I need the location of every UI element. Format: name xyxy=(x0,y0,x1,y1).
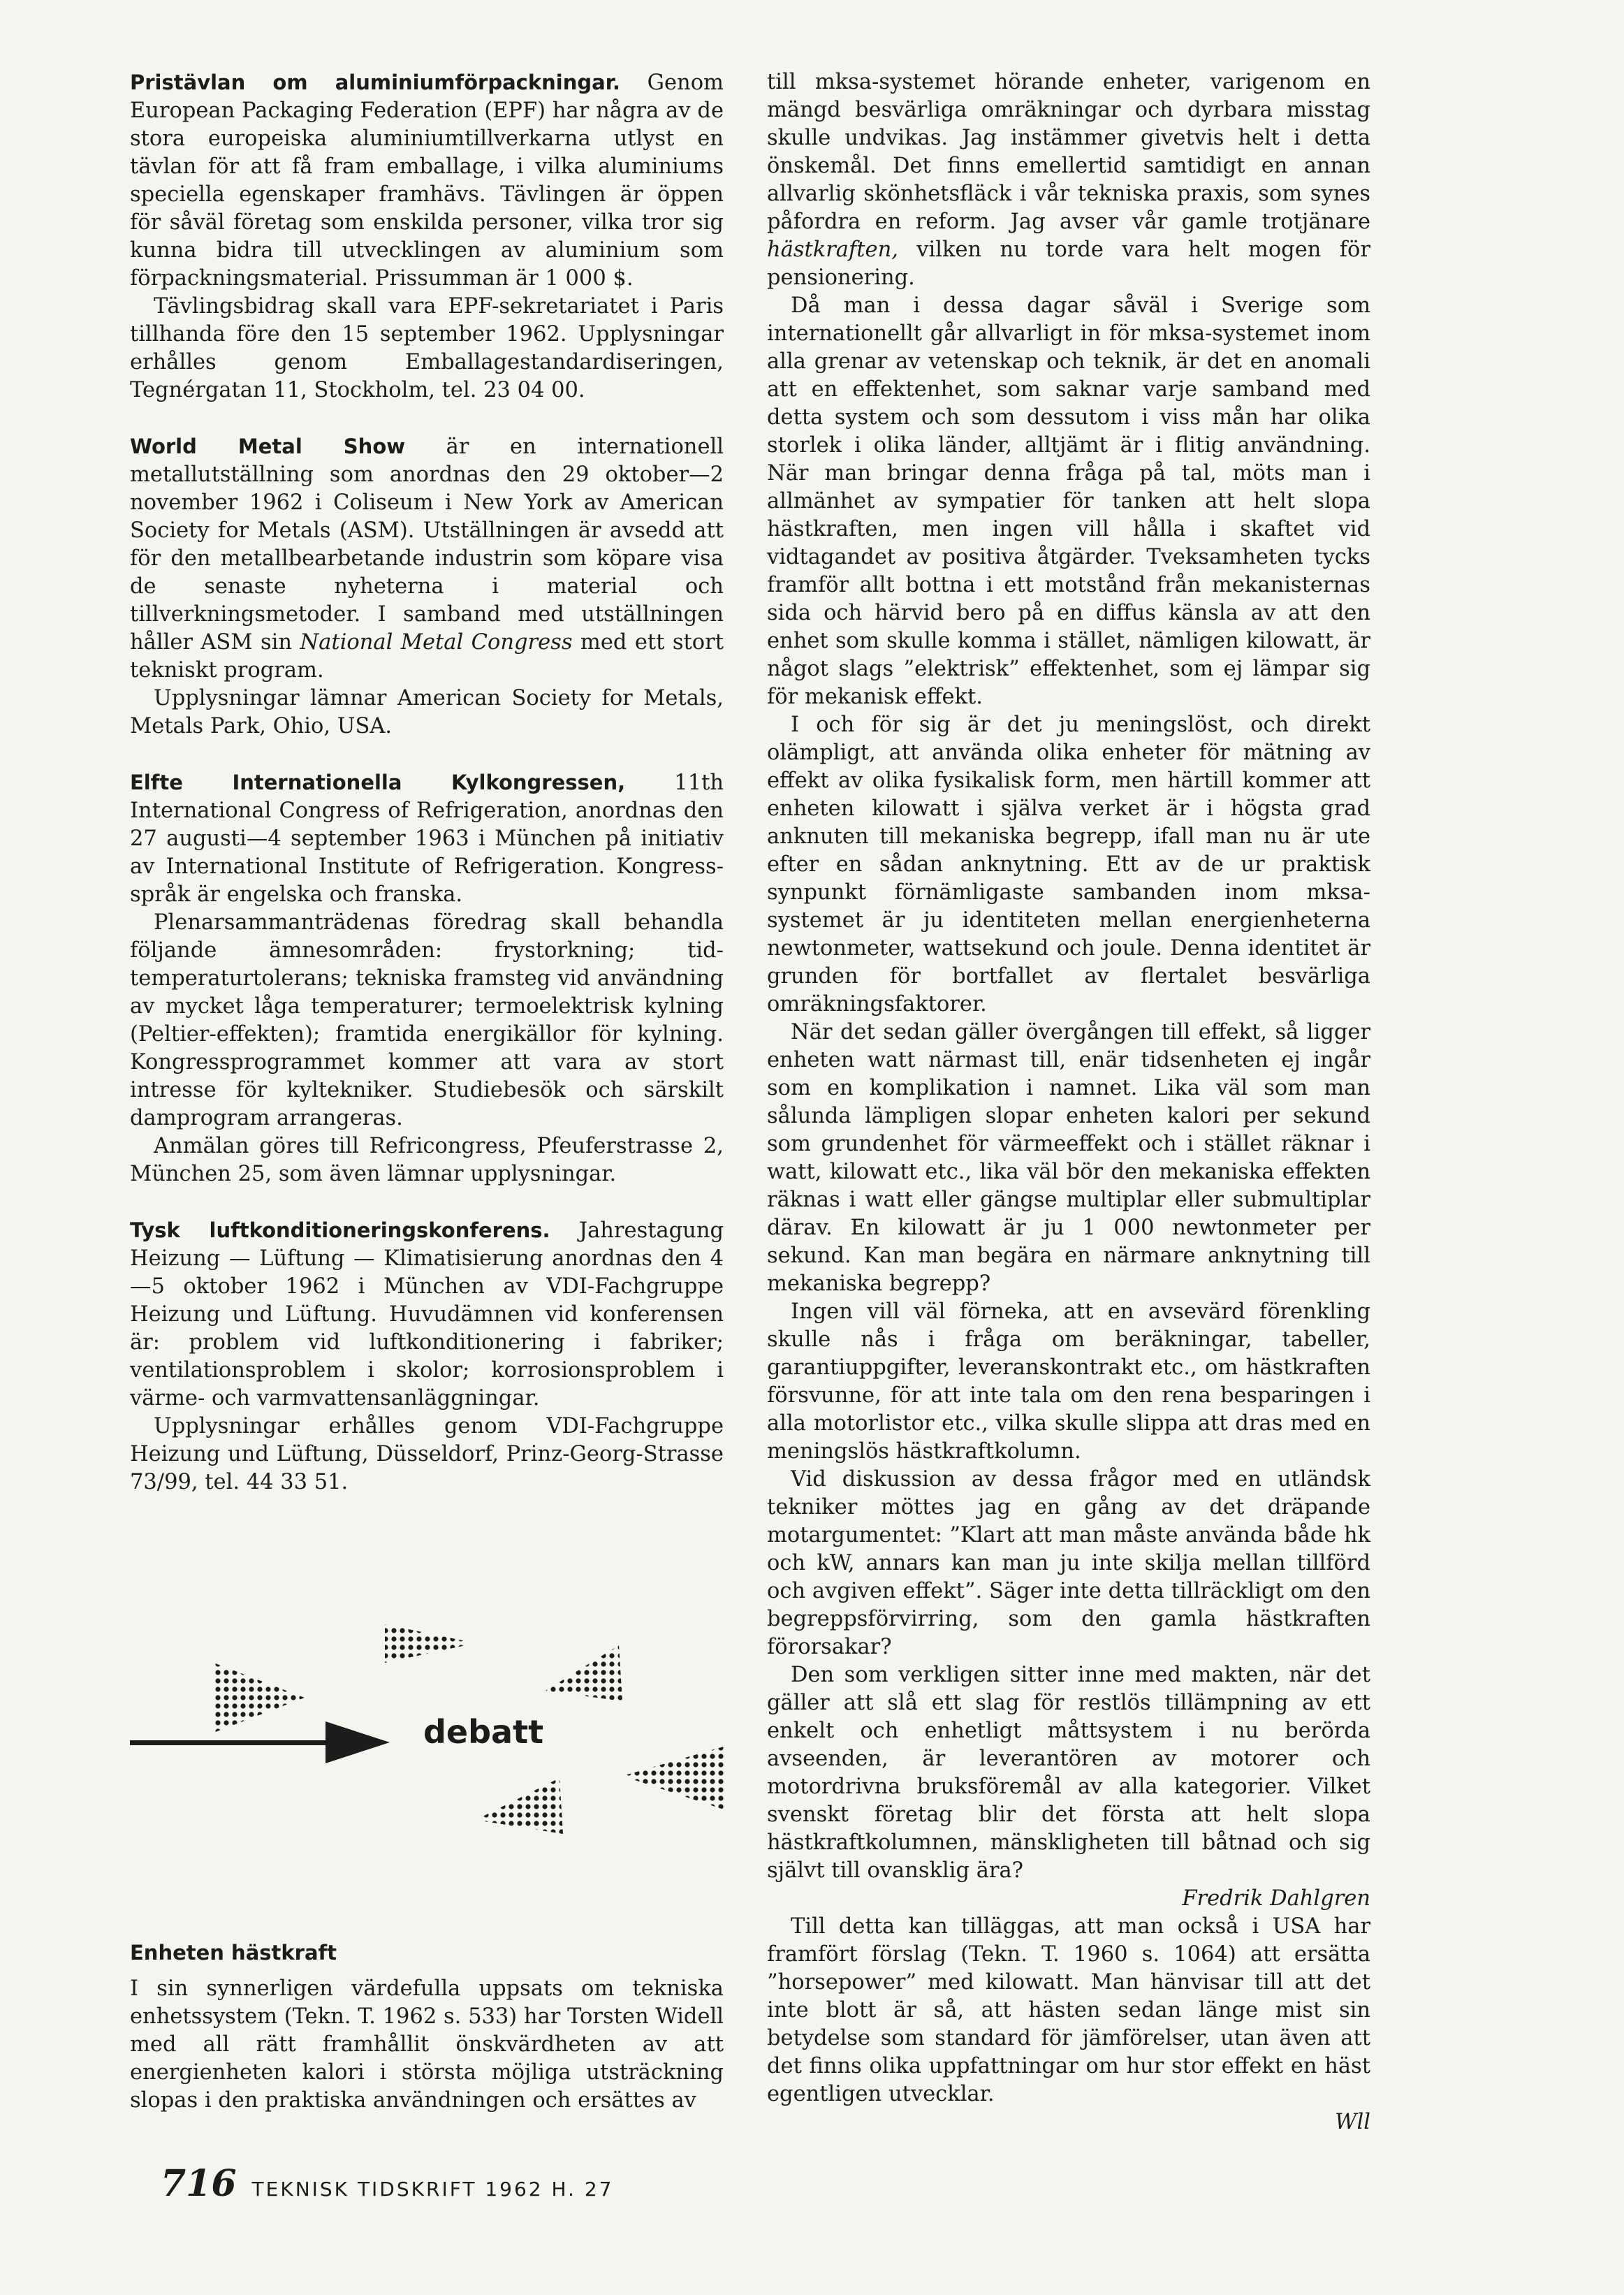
news-heading: World Metal Show xyxy=(130,435,406,458)
article-paragraph: Då man i dessa dagar såväl i Sverige som internationellt går allvarligt in för mksa-systemet inom alla grenar av vetenskap och teknik, är det en anomali att en effektenhet, som saknar varje samband med detta system och som dessutom i viss mån har olika storlek i olika länder, alltjämt är i flitig användning. När man bringar denna fråga på tal, möts man i allmänhet av sympatier för tanken att helt slopa hästkraften, men ingen vill hålla i skaftet vid vidtagandet av positiva åtgärder. Tveksamheten tycks framför allt bottna i ett motstånd från mekanisternas sida och härvid bero på en diffus känsla av att den enhet som skulle komma i stället, nämligen kilowatt, är något slags ”elektrisk” effektenhet, som ej lämpar sig för mekanisk effekt. xyxy=(767,293,1370,709)
author-signature: Fredrik Dahlgren xyxy=(1182,1886,1370,1911)
news-heading: Elfte Internationella Kylkongressen, xyxy=(130,771,626,794)
news-paragraph xyxy=(130,1216,724,1413)
dotted-triangle xyxy=(385,1624,476,1663)
news-text-italic: National Metal Congress xyxy=(300,630,573,655)
dotted-triangle xyxy=(622,1747,724,1809)
dotted-triangle xyxy=(214,1663,305,1733)
news-heading: Tysk luftkonditioneringskonferens. xyxy=(130,1218,550,1242)
arrow-head xyxy=(325,1721,390,1763)
article-text: till mksa-systemet hörande enheter, varigenom en mängd besvärliga omräkningar och dyrbara misstag skulle undvikas. Jag instämmer givetvis helt i detta önskemål. Det finns emellertid samtidigt en annan allvarlig skönhetsfläck i vår tekniska praxis, som synes påfordra en reform. Jag avser vår gamle trotjänare xyxy=(767,70,1370,234)
editor-note: Till detta kan tilläggas, att man också i USA har framfört förslag (Tekn. T. 1960 s. 1064) att ersätta ”horsepower” med kilowatt. Man hänvisar till att det inte blott är så, att hästen sedan länge mist sin betydelse som standard för jämförelser, utan även att det finns olika uppfattningar om hur stor effekt en häst egentligen utvecklar. xyxy=(767,1914,1370,2106)
news-paragraph: Upplysningar erhålles genom VDI-Fachgruppe Heizung und Lüftung, Düsseldorf, Prinz-Georg-Strasse 73/99, tel. 44 33 51. xyxy=(130,1414,724,1494)
news-item-aluminium xyxy=(130,68,724,405)
dotted-triangle xyxy=(546,1645,622,1701)
debatt-label: debatt xyxy=(423,1713,544,1751)
news-paragraph: Anmälan göres till Refricongress, Pfeuferstrasse 2, München 25, som även lämnar upplysningar. xyxy=(130,1134,724,1186)
left-column xyxy=(130,68,724,1496)
editor-signature: Wll xyxy=(1335,2110,1370,2134)
news-paragraph xyxy=(130,68,724,293)
news-text: Jahrestagung Heizung — Lüftung — Klimatisierung anordnas den 4—5 oktober 1962 i München av VDI-Fachgruppe Heizung und Lüftung. Huvudämnen vid konferensen är: problem vid luftkonditionering i fabriker; ventilationsproblem i skolor; korrosionsproblem i värme- och varmvattensanläggningar. xyxy=(130,1218,724,1411)
article-paragraph: När det sedan gäller övergången till effekt, så ligger enheten watt närmast till, enär tidsenheten ej ingår som en komplikation i namnet. Lika väl som man sålunda lämpligen slopar enheten kalori per sekund som grundenhet för värmeeffekt och i stället räknar i watt, kilowatt etc., lika väl bör den mekaniska effekten räknas i watt eller gängse multiplar eller submultiplar därav. En kilowatt är ju 1 000 newtonmeter per sekund. Kan man begära en närmare anknytning till mekaniska begrepp? xyxy=(767,1020,1370,1296)
article-paragraph: I sin synnerligen värdefulla uppsats om tekniska enhetssystem (Tekn. T. 1962 s. 533) har Torsten Widell med all rätt framhållit önskvärdheten av att energienheten kalori i största möjliga utsträckning slopas i den praktiska användningen och ersättes av xyxy=(130,1976,724,2113)
debatt-graphic xyxy=(130,1593,724,1844)
news-text: 11th International Congress of Refrigeration, anordnas den 27 augusti—4 september 1963 i München på initiativ av International Institute of Refrigeration. Kongress-språk är engelska och franska. xyxy=(130,771,724,907)
page-number: 716 xyxy=(161,2162,237,2205)
news-heading: Pristävlan om aluminiumförpackningar. xyxy=(130,71,620,94)
right-column xyxy=(767,68,1370,2136)
news-text: är en internationell metallutställning som anordnas den 29 oktober—2 november 1962 i Coliseum i New York av American Society for Metals (ASM). Utställningen är avsedd att för den metallbearbetande industrin som köpare visa de senaste nyheterna i material och tillverkningsmetoder. I samband med utställningen håller ASM sin xyxy=(130,435,724,655)
news-paragraph: Upplysningar lämnar American Society for Metals, Metals Park, Ohio, USA. xyxy=(130,686,724,738)
news-item-world-metal-show xyxy=(130,432,724,741)
news-item-luftkonditionering xyxy=(130,1216,724,1496)
article-paragraph: I och för sig är det ju meningslöst, och direkt olämpligt, att använda olika enheter för mätning av effekt av olika fysikalisk form, men härtill kommer att enheten kilowatt i själva verket är i högsta grad anknuten till mekaniska begrepp, ifall man nu är ute efter en sådan anknytning. Ett av de ur praktisk synpunkt förnämligaste sambanden inom mksa-systemet är ju identiteten mellan energienheterna newtonmeter, wattsekund och joule. Denna identitet är grunden för bortfallet av flertalet besvärliga omräkningsfaktorer. xyxy=(767,713,1370,1017)
news-text: Genom European Packaging Federation (EPF) har några av de stora europeiska aluminiumtillverkarna utlyst en tävlan för att få fram emballage, i vilka aluminiums speciella egenskaper framhävs. Tävlingen är öppen för såväl företag som enskilda personer, vilka tror sig kunna bidra till utvecklingen av aluminium som förpackningsmaterial. Prissumman är 1 000 $. xyxy=(130,71,724,291)
article-paragraph: Vid diskussion av dessa frågor med en utländsk tekniker möttes jag en gång av det dräpande motargumentet: ”Klart att man måste använda både hk och kW, annars kan man ju inte skilja mellan tillförd och avgiven effekt”. Säger inte detta tillräckligt om den begreppsförvirring, som den gamla hästkraften förorsakar? xyxy=(767,1467,1370,1659)
article-text: vilken nu torde vara helt mogen för pensionering. xyxy=(767,238,1370,290)
article-heading: Enheten hästkraft xyxy=(130,1941,337,1965)
news-paragraph xyxy=(130,432,724,685)
article-enheten-hastkraft-start xyxy=(130,1939,724,2115)
page-footer xyxy=(161,2162,613,2205)
news-text: med ett stort tekniskt program. xyxy=(130,630,724,683)
news-paragraph xyxy=(130,768,724,909)
news-paragraph: Plenarsammanträdenas föredrag skall behandla följande ämnesområden: frystorkning; tid-temperaturtolerans; tekniska framsteg vid användning av mycket låga temperaturer; termoelektrisk kylning (Peltier-effekten); framtida energikällor för kylning. Kongressprogrammet kommer att vara av stort intresse för kyltekniker. Studiebesök och särskilt damprogram arrangeras. xyxy=(130,910,724,1130)
news-paragraph: Tävlingsbidrag skall vara EPF-sekretariatet i Paris tillhanda före den 15 september 1962. Upplysningar erhålles genom Emballagestandardiseringen, Tegnérgatan 11, Stockholm, tel. 23 04 00. xyxy=(130,294,724,402)
arrow-shaft xyxy=(130,1740,339,1745)
article-paragraph: Den som verkligen sitter inne med makten, när det gäller att slå ett slag för restlös tillämpning av ett enkelt och enhetligt måttsystem i nu berörda avseenden, är leverantören av motorer och motordrivna bruksföremål av alla kategorier. Vilket svenskt företag blir det första att helt slopa hästkraftkolumnen, mänskligheten till båtnad och sig självt till ovansklig ära? xyxy=(767,1663,1370,1883)
news-item-kylkongress xyxy=(130,768,724,1188)
article-paragraph xyxy=(767,68,1370,292)
article-text-italic: hästkraften, xyxy=(767,238,898,262)
journal-name: TEKNISK TIDSKRIFT 1962 H. 27 xyxy=(251,2178,614,2201)
dotted-triangle xyxy=(476,1778,563,1834)
article-paragraph: Ingen vill väl förneka, att en avsevärd förenkling skulle nås i fråga om beräkningar, tabeller, garantiuppgifter, leveranskontrakt etc., om hästkraften försvunne, för att inte tala om den rena besparingen i alla motorlistor etc., vilka skulle slippa att dras med en meningslös hästkraftkolumn. xyxy=(767,1299,1370,1464)
